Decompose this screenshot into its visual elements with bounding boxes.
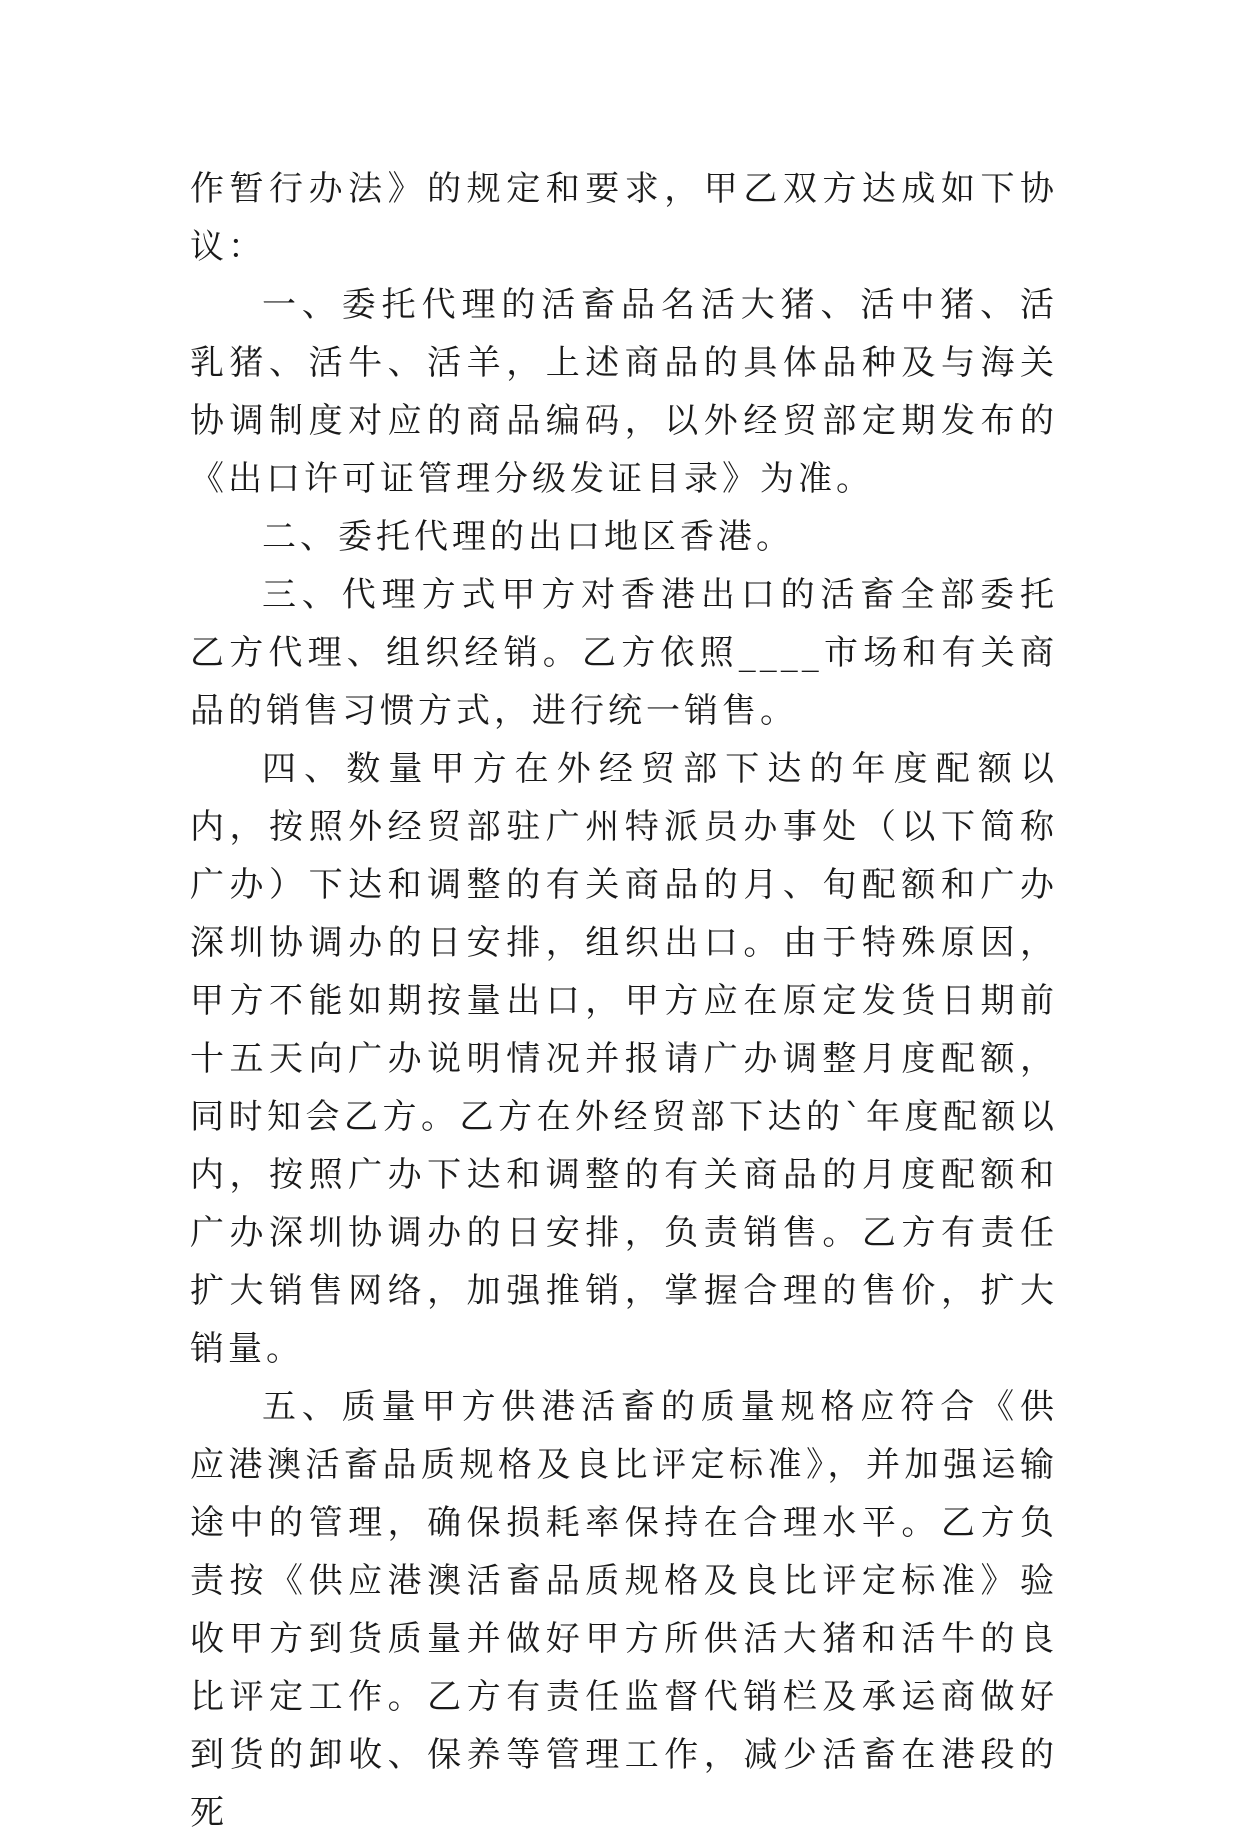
paragraph-clause-3: 三、代理方式甲方对香港出口的活畜全部委托乙方代理、组织经销。乙方依照____市场和有关商品的销售习惯方式，进行统一销售。	[190, 575, 1058, 731]
paragraph-continuation: 作暂行办法》的规定和要求，甲乙双方达成如下协议：	[190, 169, 1058, 267]
paragraph-clause-5: 五、质量甲方供港活畜的质量规格应符合《供应港澳活畜品质规格及良比评定标准》，并加强运输途中的管理，确保损耗率保持在合理水平。乙方负责按《供应港澳活畜品质规格及良比评定标准》验收甲方到货质量并做好甲方所供活大猪和活牛的良比评定工作。乙方有责任监督代销栏及承运商做好到货的卸收、保养等管理工作，减少活畜在港段的死	[190, 1387, 1058, 1833]
paragraph-clause-1: 一、委托代理的活畜品名活大猪、活中猪、活乳猪、活牛、活羊，上述商品的具体品种及与海关协调制度对应的商品编码，以外经贸部定期发布的《出口许可证管理分级发证目录》为准。	[190, 285, 1058, 499]
paragraph-clause-4: 四、数量甲方在外经贸部下达的年度配额以内，按照外经贸部驻广州特派员办事处（以下简称广办）下达和调整的有关商品的月、旬配额和广办深圳协调办的日安排，组织出口。由于特殊原因，甲方不能如期按量出口，甲方应在原定发货日期前十五天向广办说明情况并报请广办调整月度配额，同时知会乙方。乙方在外经贸部下达的`年度配额以内，按照广办下达和调整的有关商品的月度配额和广办深圳协调办的日安排，负责销售。乙方有责任扩大销售网络，加强推销，掌握合理的售价，扩大销量。	[190, 749, 1058, 1369]
paragraph-clause-2: 二、委托代理的出口地区香港。	[262, 517, 794, 557]
document-body	[190, 160, 1058, 1842]
